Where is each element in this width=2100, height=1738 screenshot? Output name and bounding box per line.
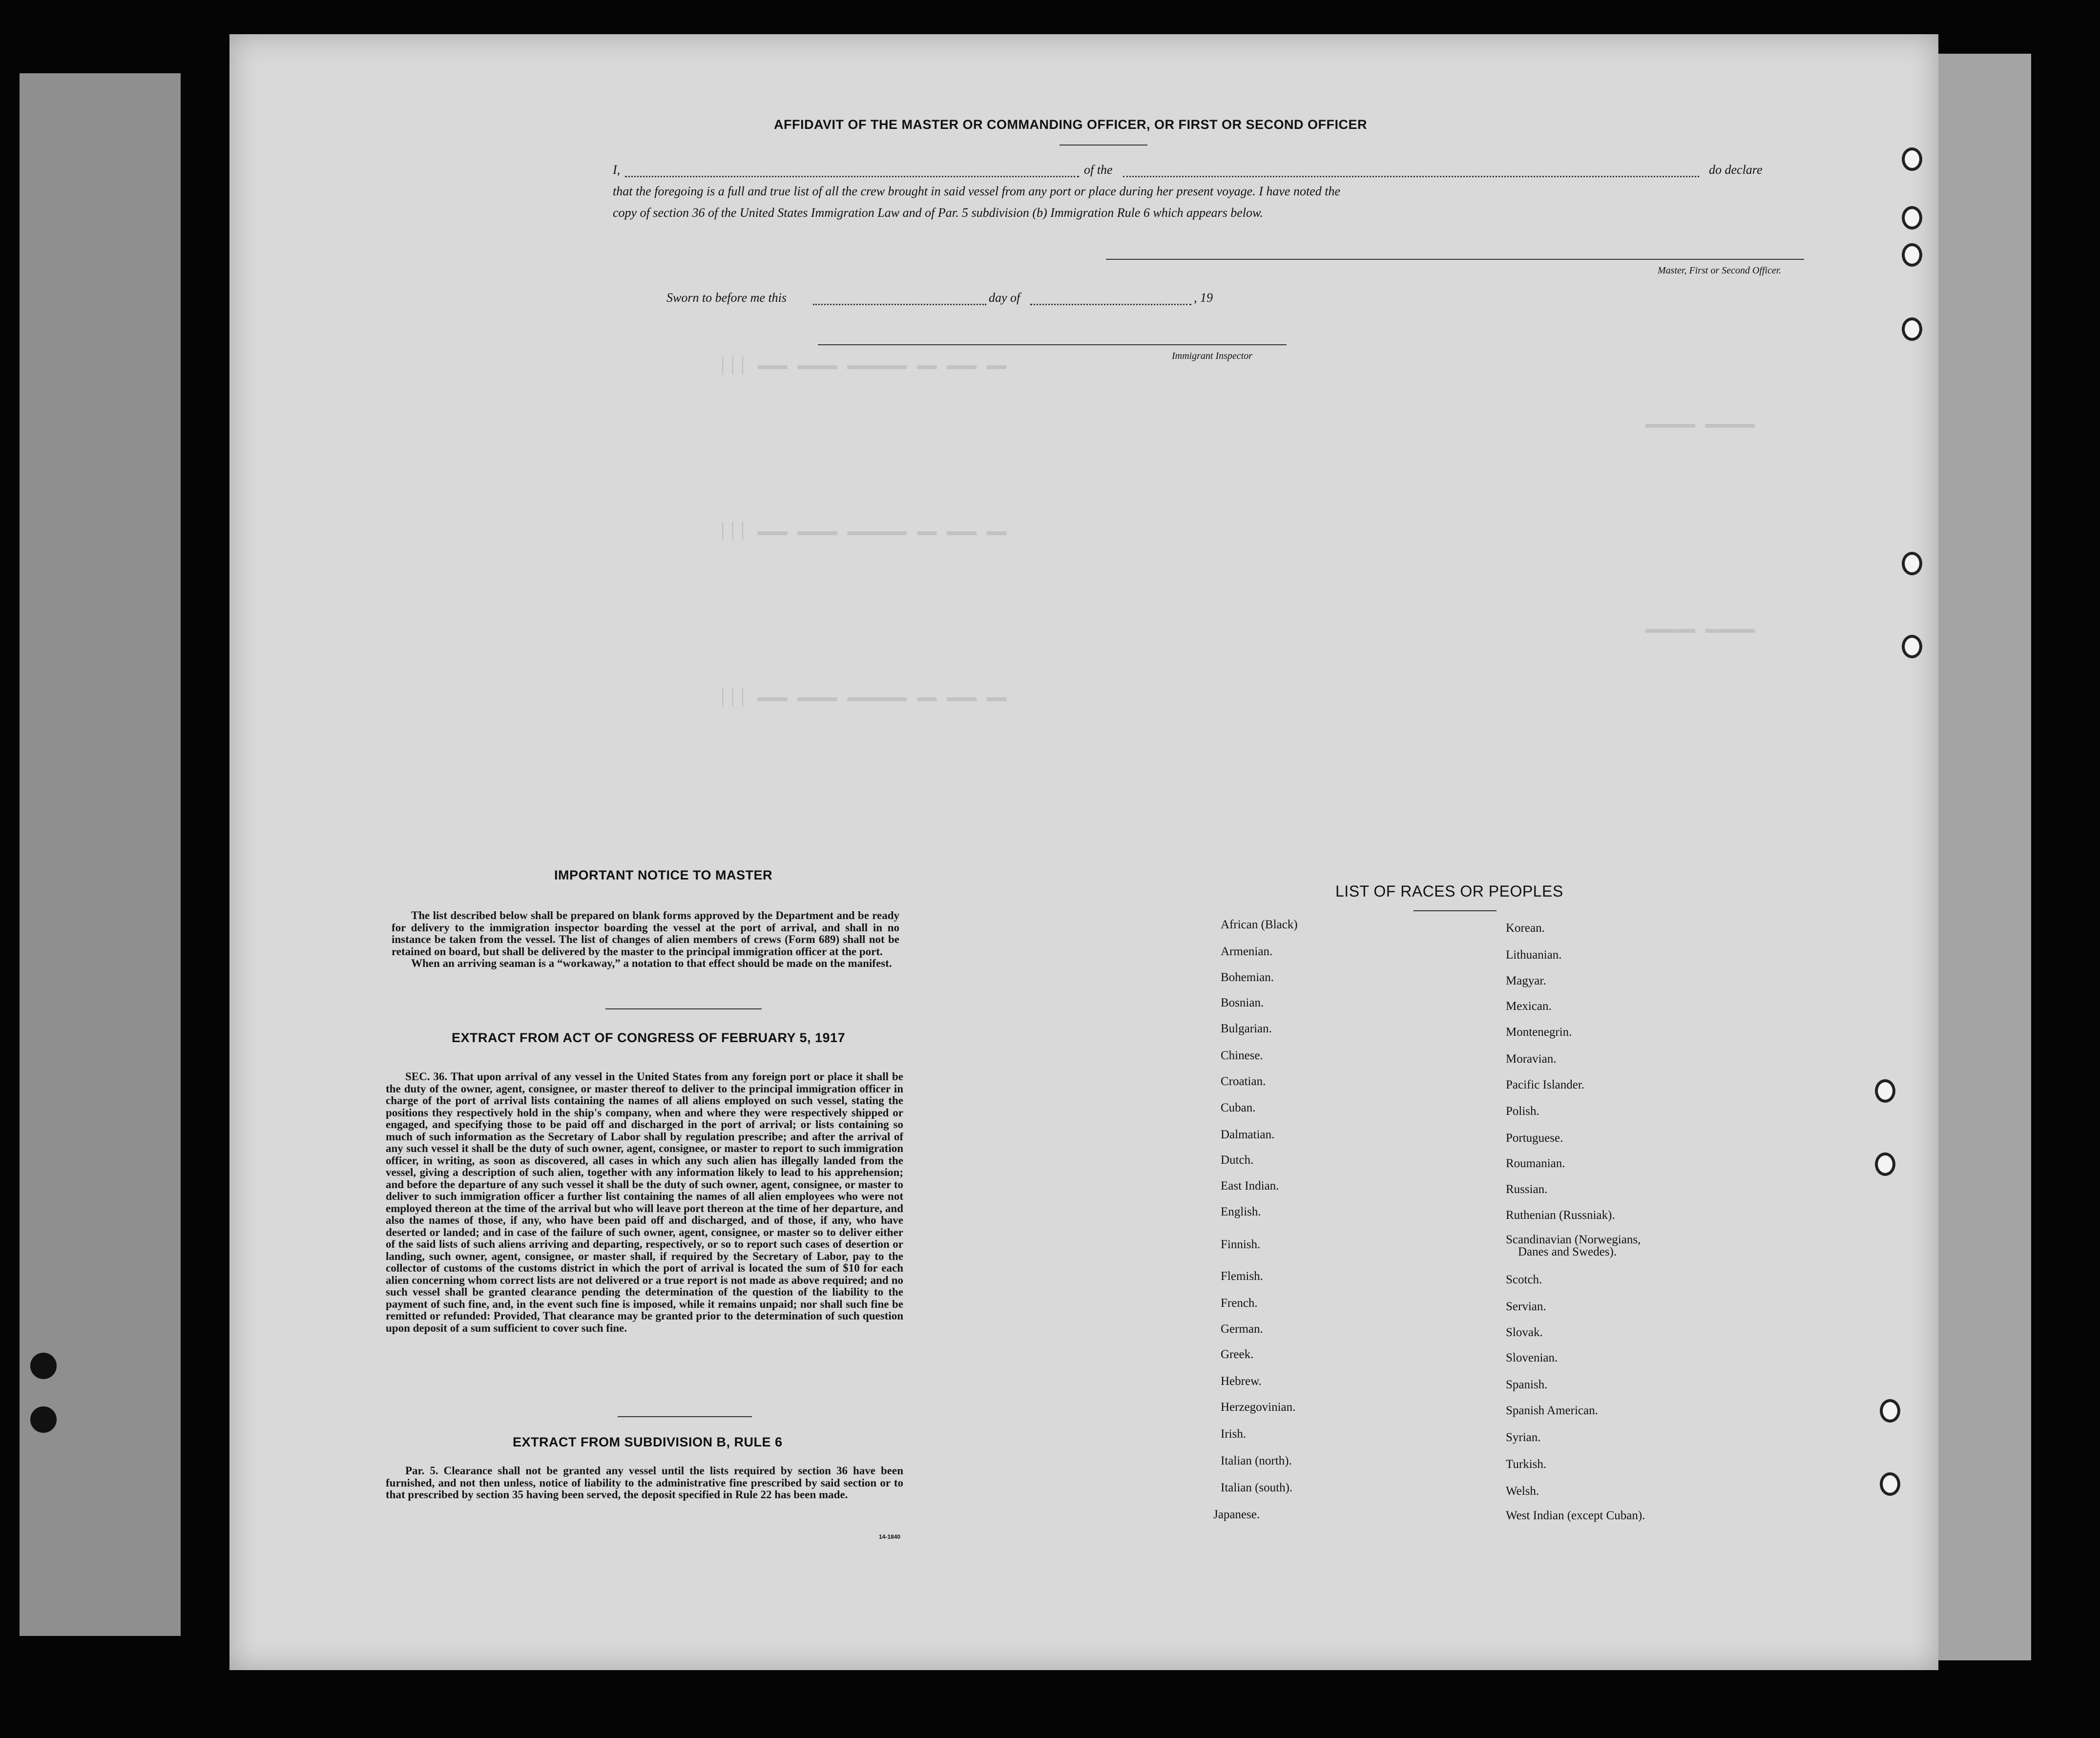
punch-hole-icon [1902,147,1922,171]
race-item: Ruthenian (Russniak). [1506,1209,1615,1222]
sworn-day-field[interactable] [813,304,986,305]
race-item: Montenegrin. [1506,1026,1572,1039]
declare-label: do declare [1709,163,1763,177]
race-item: Polish. [1506,1105,1539,1118]
race-item: Spanish. [1506,1378,1548,1391]
race-item: Turkish. [1506,1458,1547,1471]
race-item: Irish. [1221,1427,1247,1441]
race-item: Roumanian. [1506,1157,1565,1170]
race-item: Croatian. [1221,1075,1266,1088]
race-item: Welsh. [1506,1485,1539,1498]
race-item: Magyar. [1506,974,1546,987]
notice-body [392,910,899,970]
punch-hole-icon [1902,243,1922,267]
race-item: Moravian. [1506,1052,1557,1066]
affiant-name-field[interactable] [625,176,1079,177]
race-item: Mexican. [1506,1000,1552,1013]
race-item: Greek. [1221,1348,1254,1361]
vessel-of-label: of the [1084,163,1113,177]
sworn-label: Sworn to before me this [666,291,787,305]
punch-hole-icon [1902,317,1922,341]
punch-hole-icon [1875,1079,1895,1103]
race-item: Bohemian. [1221,971,1274,984]
bleed-through-text: │││ ▬▬▬ ▬▬▬▬ ▬▬▬▬▬▬ ▬▬ ▬▬▬ ▬▬ [718,523,1007,541]
section-divider [618,1416,752,1417]
notice-paragraph-1: The list described below shall be prepared on blank forms approved by the Department and be ready for delivery to the immigration inspector boarding the vessel at the port of arrival, and shall in no instance be taken from the vessel. The list of changes of alien members of crews (Form 689) shall not be retained on board, but shall be delivered by the master to the principal immigration officer at the port. [392,909,899,958]
race-item: Spanish American. [1506,1404,1598,1417]
bleed-through-text: ▬▬▬▬▬ ▬▬▬▬▬ [1645,415,1755,434]
master-signature-caption: Master, First or Second Officer. [1658,265,1782,276]
inspector-signature-line[interactable] [818,344,1287,345]
race-item: Slovenian. [1506,1351,1558,1364]
back-sheet-left [20,73,181,1636]
race-item: Slovak. [1506,1326,1543,1339]
race-item: Syrian. [1506,1431,1541,1444]
race-item: Pacific Islander. [1506,1078,1585,1091]
race-item: Hebrew. [1221,1375,1262,1388]
race-item: Cuban. [1221,1101,1256,1114]
race-item: English. [1221,1205,1261,1218]
affidavit-line-1: that the foregoing is a full and true list of all the crew brought in said vessel from any port or place during her present voyage. I have noted the [613,184,1340,198]
race-item: West Indian (except Cuban). [1506,1509,1645,1522]
year-label: , 19 [1194,291,1213,305]
race-item: Italian (north). [1221,1454,1292,1467]
notice-heading: IMPORTANT NOTICE TO MASTER [554,868,772,882]
affidavit-line-2: copy of section 36 of the United States Immigration Law and of Par. 5 subdivision (b) Immigration Rule 6 which appears below. [613,206,1263,220]
act-section-36-text: SEC. 36. That upon arrival of any vessel in the United States from any foreign port or place it shall be the duty of the owner, agent, consignee, or master thereof to deliver to the principal immigration officer in charge of the port of arrival lists containing the names of all aliens employed on such vessel, stating the positions they respectively hold in the ship's company, when and where they were respectively shipped or engaged, and specifying those to be paid off and discharged in the port of arrival; or lists containing so much of such information as the Secretary of Labor shall by regulation prescribe; and after the arrival of any such vessel it shall be the duty of such owner, agent, consignee, or master to report to such immigration officer, in writing, as soon as discovered, all cases in which any such alien has illegally landed from the vessel, giving a description of such alien, together with any information likely to lead to his apprehension; and before the departure of any such vessel it shall be the duty of such owner, agent, consignee, or master to deliver to such immigration officer a further list containing the names of all alien employees who were not employed thereon at the time of the arrival but who will leave port thereon at the time of her departure, and also the names of those, if any, who have been paid off and discharged, and of those, if any, who have deserted or landed; and in case of the failure of such owner, agent, consignee, or master so to deliver either of the said lists of such aliens arriving and departing, respectively, or so to report such cases of desertion or landing, such owner, agent, consignee, or master shall, if required by the Secretary of Labor, pay to the collector of customs of the customs district in which the port of arrival is located the sum of $10 for each alien concerning whom correct lists are not delivered or a true report is not made as above required; and no such vessel shall be granted clearance pending the determination of the question of the liability to the payment of such fine, and, in the event such fine is imposed, while it remains unpaid; nor shall such fine be remitted or refunded: Provided, That clearance may be granted prior to the determination of such question upon deposit of a sum sufficient to cover such fine. [386,1070,903,1334]
affiant-label: I, [613,163,621,177]
affidavit-heading: AFFIDAVIT OF THE MASTER OR COMMANDING OFFICER, OR FIRST OR SECOND OFFICER [774,117,1367,132]
heading-divider [1060,145,1147,146]
race-item: Portuguese. [1506,1131,1563,1145]
punch-hole-icon [1880,1399,1900,1423]
notice-paragraph-2: When an arriving seaman is a “workaway,” a notation to that effect should be made on the manifest. [411,957,892,969]
punch-hole-icon [1902,635,1922,658]
race-item: Korean. [1506,921,1545,935]
race-item: Armenian. [1221,945,1273,958]
race-item: Bulgarian. [1221,1022,1272,1035]
punch-hole-icon [30,1353,57,1379]
race-item: Herzegovinian. [1221,1401,1296,1414]
bleed-through-text: │││ ▬▬▬ ▬▬▬▬ ▬▬▬▬▬▬ ▬▬ ▬▬▬ ▬▬ [718,689,1007,707]
race-item: East Indian. [1221,1179,1279,1193]
race-item: French. [1221,1297,1258,1310]
race-item: Bosnian. [1221,996,1264,1009]
race-item: Italian (south). [1221,1481,1293,1494]
form-page [229,34,1938,1670]
race-item: Scandinavian (Norwegians, [1506,1233,1641,1246]
race-item: Finnish. [1221,1238,1261,1251]
races-heading: LIST OF RACES OR PEOPLES [1335,882,1563,900]
inspector-caption: Immigrant Inspector [1172,351,1252,361]
rule-extract-heading: EXTRACT FROM SUBDIVISION B, RULE 6 [513,1435,783,1449]
form-number: 14-1840 [879,1533,901,1540]
vessel-name-field[interactable] [1123,176,1699,177]
race-item: Danes and Swedes). [1518,1245,1617,1258]
day-of-label: day of [989,291,1020,305]
bleed-through-text: │││ ▬▬▬ ▬▬▬▬ ▬▬▬▬▬▬ ▬▬ ▬▬▬ ▬▬ [718,356,1007,375]
race-item: Scotch. [1506,1273,1542,1286]
master-signature-line[interactable] [1106,259,1804,260]
sworn-month-field[interactable] [1030,304,1191,305]
act-extract-body [386,1071,903,1334]
race-item: Flemish. [1221,1270,1263,1283]
rule-extract-body [386,1465,903,1501]
race-item: German. [1221,1322,1263,1336]
act-extract-heading: EXTRACT FROM ACT OF CONGRESS OF FEBRUARY 5, 1917 [452,1030,846,1045]
race-item: African (Black) [1221,918,1298,931]
bleed-through-text: ▬▬▬▬▬ ▬▬▬▬▬ [1645,620,1755,639]
punch-hole-icon [1902,206,1922,230]
race-item: Servian. [1506,1300,1546,1313]
punch-hole-icon [1902,552,1922,575]
race-item: Russian. [1506,1183,1548,1196]
races-heading-divider [1414,910,1497,911]
punch-hole-icon [30,1406,57,1433]
race-item: Dutch. [1221,1153,1254,1167]
punch-hole-icon [1880,1472,1900,1496]
punch-hole-icon [1875,1152,1895,1176]
race-item: Dalmatian. [1221,1128,1275,1141]
race-item: Lithuanian. [1506,948,1562,962]
rule-par-5-text: Par. 5. Clearance shall not be granted any vessel until the lists required by section 36 have been furnished, and not then unless, notice of liability to the administrative fine prescribed by said section or to that prescribed by section 35 having been served, the deposit specified in Rule 22 has been made. [386,1465,903,1501]
section-divider [605,1008,762,1009]
race-item: Japanese. [1213,1508,1260,1521]
race-item: Chinese. [1221,1049,1263,1062]
